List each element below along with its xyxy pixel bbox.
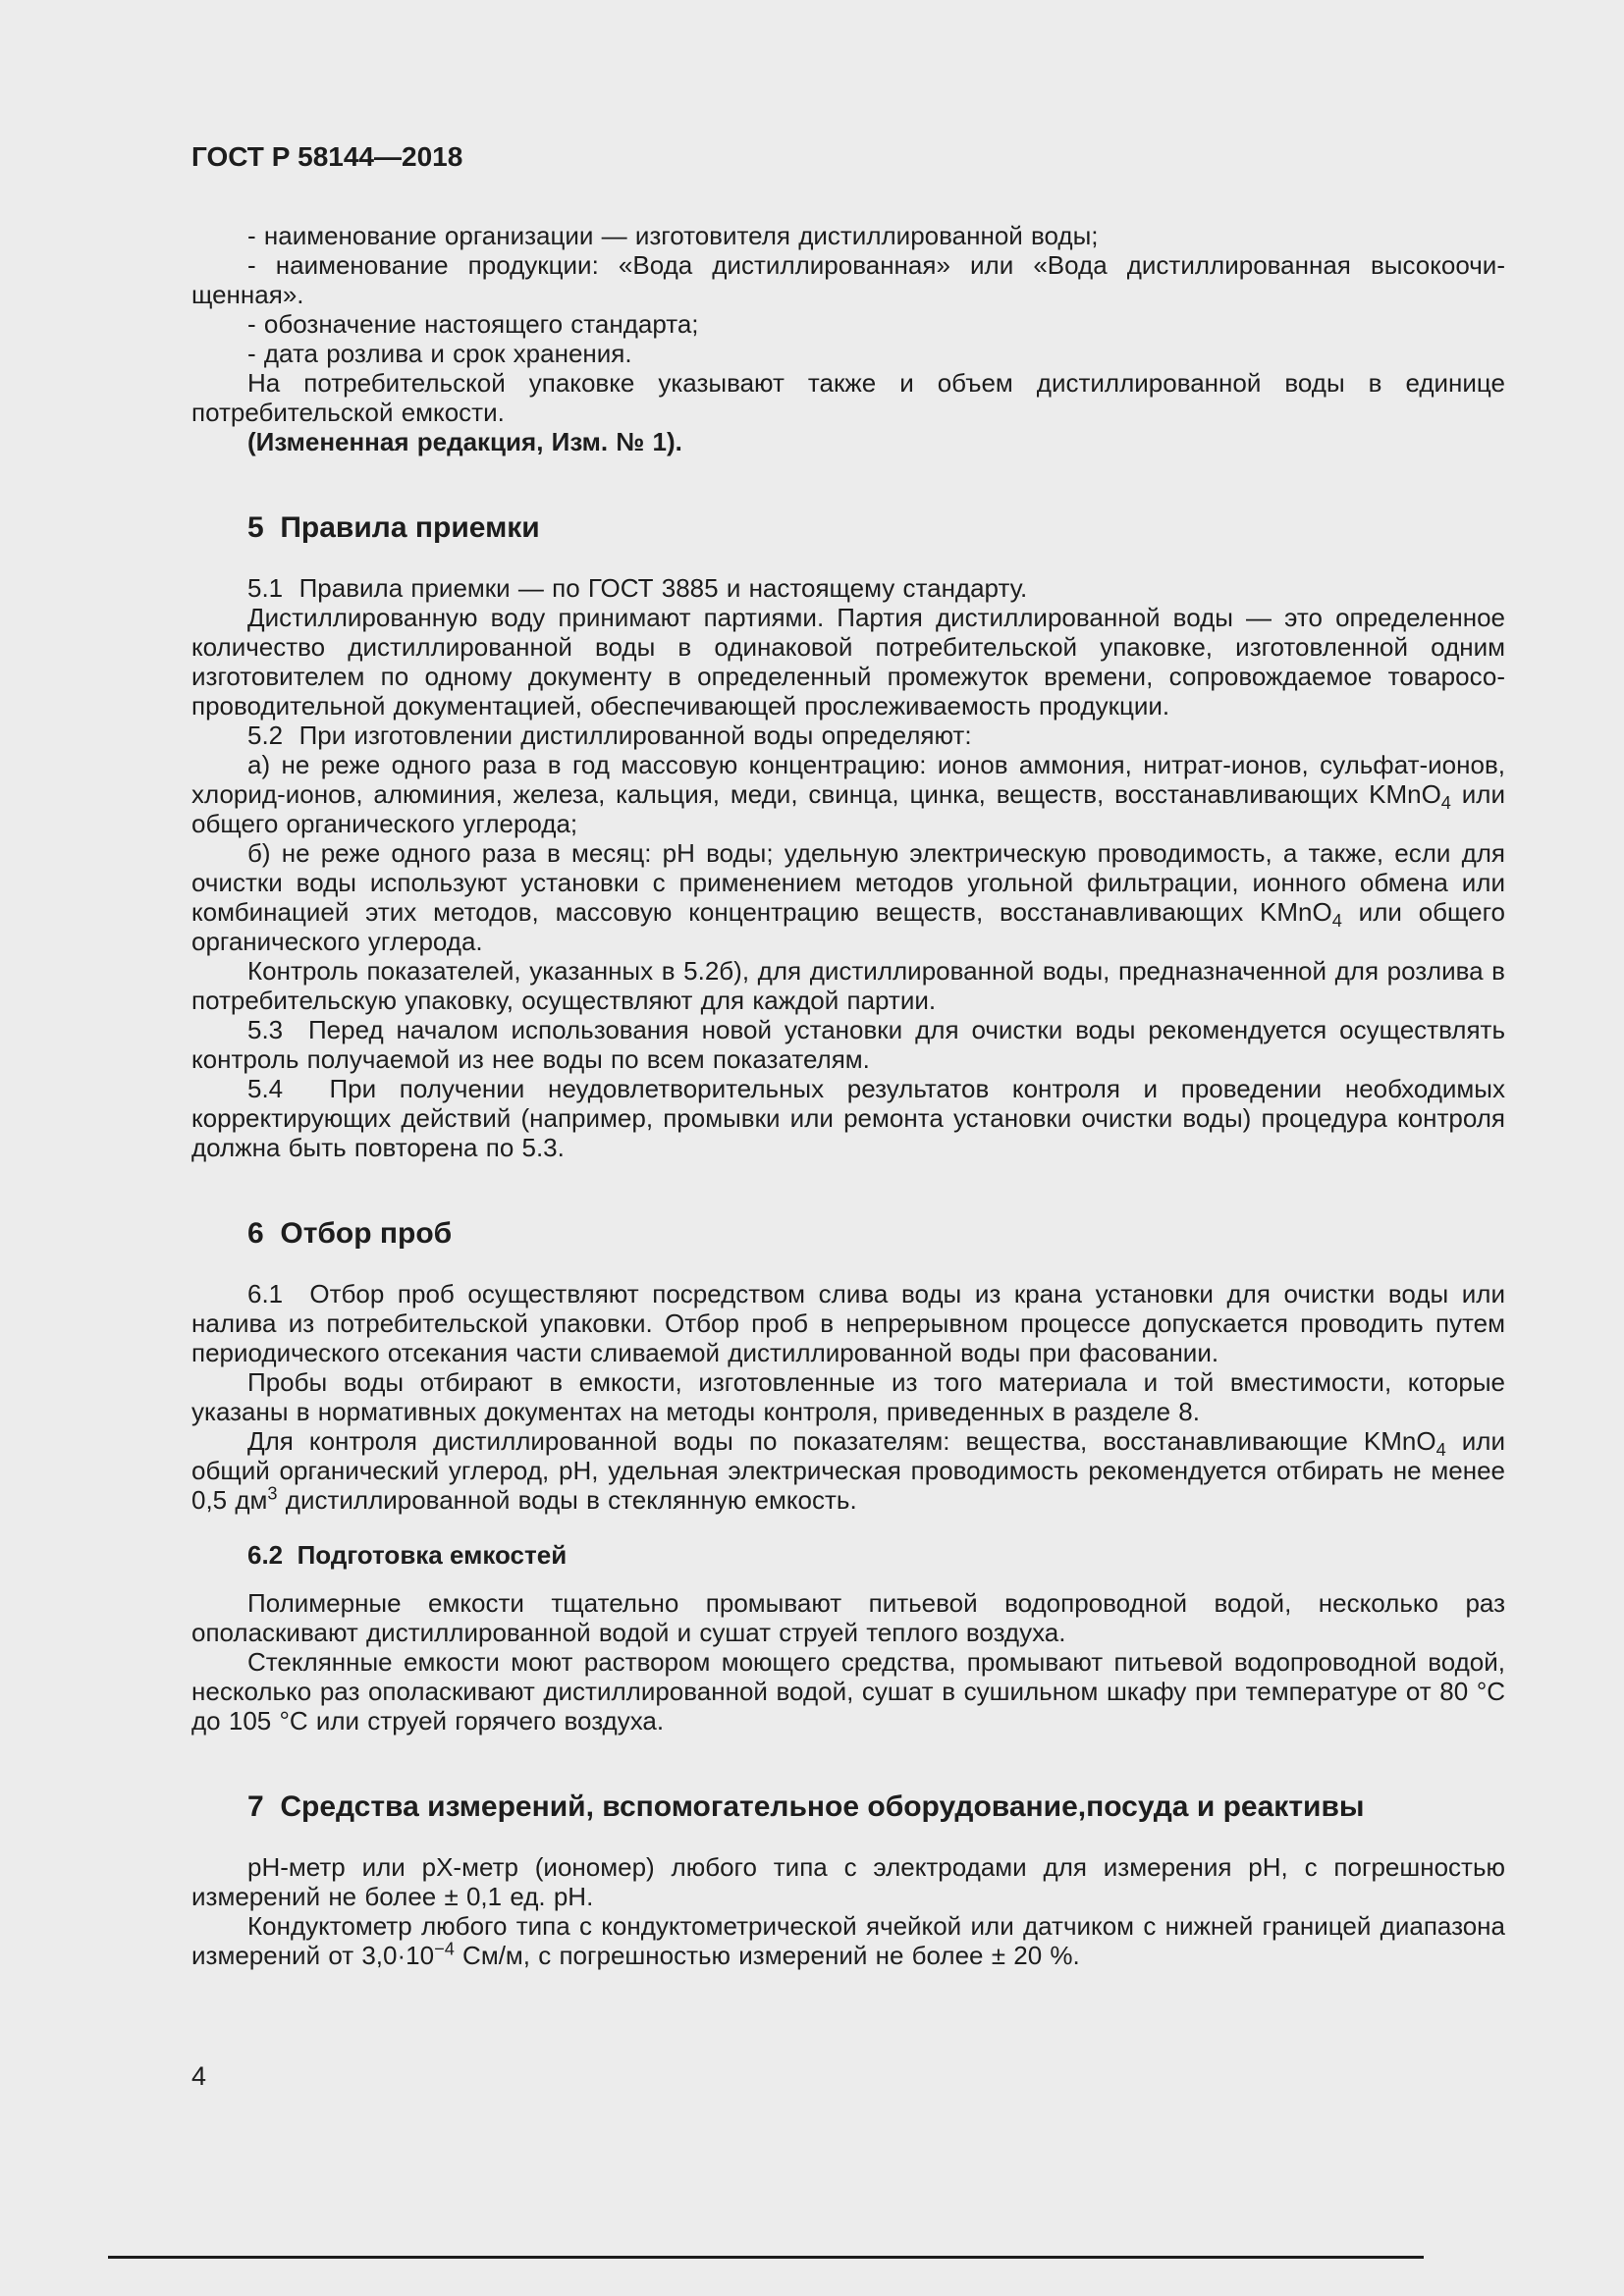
clause-5-1: 5.1 Правила приемки — по ГОСТ 3885 и настоящему стандарту. (247, 573, 1028, 603)
paragraph-sample-volume: Для контроля дистиллированной воды по показателям: вещества, восстанавливающие KMnO$_4$ или общий органический углерод, pH, удельная электрическая проводимость рекомендуется отбирать не менее 0,5 $дм^3$ дистиллированной воды в стеклянную емкость. (191, 1426, 1505, 1515)
clause-6-1: 6.1 Отбор проб осуществляют посредством слива воды из крана установки для очистки воды или налива из потребительской упаковки. Отбор проб в непрерывном процессе допускается проводить путем периодического отсекания части сливаемой дистиллированной воды при фасовании. (191, 1279, 1505, 1367)
list-item-bottling-date: - дата розлива и срок хранения. (247, 339, 632, 368)
doc-number: ГОСТ Р 58144—2018 (191, 141, 463, 172)
list-item-product-name: - наименование продукции: «Вода дистиллированная» или «Вода дистиллированная высокоочищенная». (191, 250, 1505, 309)
clause-5-3: 5.3 Перед началом использования новой установки для очистки воды рекомендуется осуществлять контроль получаемой из нее воды по всем показателям. (191, 1015, 1505, 1074)
page-content (191, 140, 1505, 1970)
paragraph-polymer-containers: Полимерные емкости тщательно промывают питьевой водопроводной водой, несколько раз ополаскивают дистиллированной водой и сушат струей теплого воздуха. (191, 1588, 1505, 1647)
section-6-heading: 6 Отбор проб (247, 1217, 453, 1250)
section-7-heading: 7 Средства измерений, вспомогательное оборудование,посуда и реактивы (247, 1790, 1365, 1823)
paragraph-amended-edition: (Измененная редакция, Изм. № 1). (247, 427, 682, 456)
clause-5-2-item-b: б) не реже одного раза в месяц: pH воды; удельную электрическую проводимость, а также, если для очистки воды используют установки с применением методов угольной фильтрации, ионного обмена или комбинацией этих методов, массовую концентрацию веществ, восстанавливающих KMnO$_4$ или общего органического углерода. (191, 838, 1505, 956)
footer-rule (108, 2256, 1424, 2259)
clause-5-2-item-a: а) не реже одного раза в год массовую концентрацию: ионов аммония, нитрат-ионов, сульфат-ионов, хлорид-ионов, алюминия, железа, кальция, меди, свинца, цинка, веществ, восстанавливающих KMnO$_4$ или общего органического углерода; (191, 750, 1505, 838)
list-item-manufacturer-name: - наименование организации — изготовителя дистиллированной воды; (247, 221, 1099, 250)
list-item-standard-designation: - обозначение настоящего стандарта; (247, 309, 699, 339)
paragraph-glass-containers: Стеклянные емкости моют раствором моющего средства, промывают питьевой водопроводной водой, несколько раз ополаскивают дистиллированной водой, сушат в сушильном шкафу при температуре от 80 °С до 105 °С или струей горячего воздуха. (191, 1647, 1505, 1735)
paragraph-packaging-volume: На потребительской упаковке указывают также и объем дистиллированной воды в единице потребительской емкости. (191, 368, 1505, 427)
clause-5-2: 5.2 При изготовлении дистиллированной воды определяют: (247, 721, 972, 750)
paragraph-sample-containers: Пробы воды отбирают в емкости, изготовленные из того материала и той вместимости, которые указаны в нормативных документах на методы контроля, приведенных в разделе 8. (191, 1367, 1505, 1426)
clause-5-4: 5.4 При получении неудовлетворительных результатов контроля и проведении необходимых корректирующих действий (например, промывки или ремонта установки очистки воды) процедура контроля должна быть повторена по 5.3. (191, 1074, 1505, 1162)
paragraph-conductometer: Кондуктометр любого типа с кондуктометрической ячейкой или датчиком с нижней границей диапазона измерений от $3,0\cdot 10^{-4}$ См/м, с погрешностью измерений не более ± 20 %. (191, 1911, 1505, 1970)
paragraph-batch-definition: Дистиллированную воду принимают партиями. Партия дистиллированной воды — это определенное количество дистиллированной воды в одинаковой потребительской упаковке, изготовленной одним изготовителем по одному документу в определенный промежуток времени, сопровождаемое товаросопроводительной документацией, обеспечивающей прослеживаемость продукции. (191, 603, 1505, 721)
page-number: 4 (191, 2061, 207, 2091)
section-5-heading: 5 Правила приемки (247, 511, 540, 544)
paragraph-indicator-control: Контроль показателей, указанных в 5.2б), для дистиллированной воды, предназначенной для розлива в потребительскую упаковку, осуществляют для каждой партии. (191, 956, 1505, 1015)
paragraph-ph-meter: pH-метр или pX-метр (иономер) любого типа с электродами для измерения pH, с погрешностью измерений не более ± 0,1 ед. pH. (191, 1852, 1505, 1911)
clause-6-2-heading: 6.2 Подготовка емкостей (247, 1540, 568, 1570)
